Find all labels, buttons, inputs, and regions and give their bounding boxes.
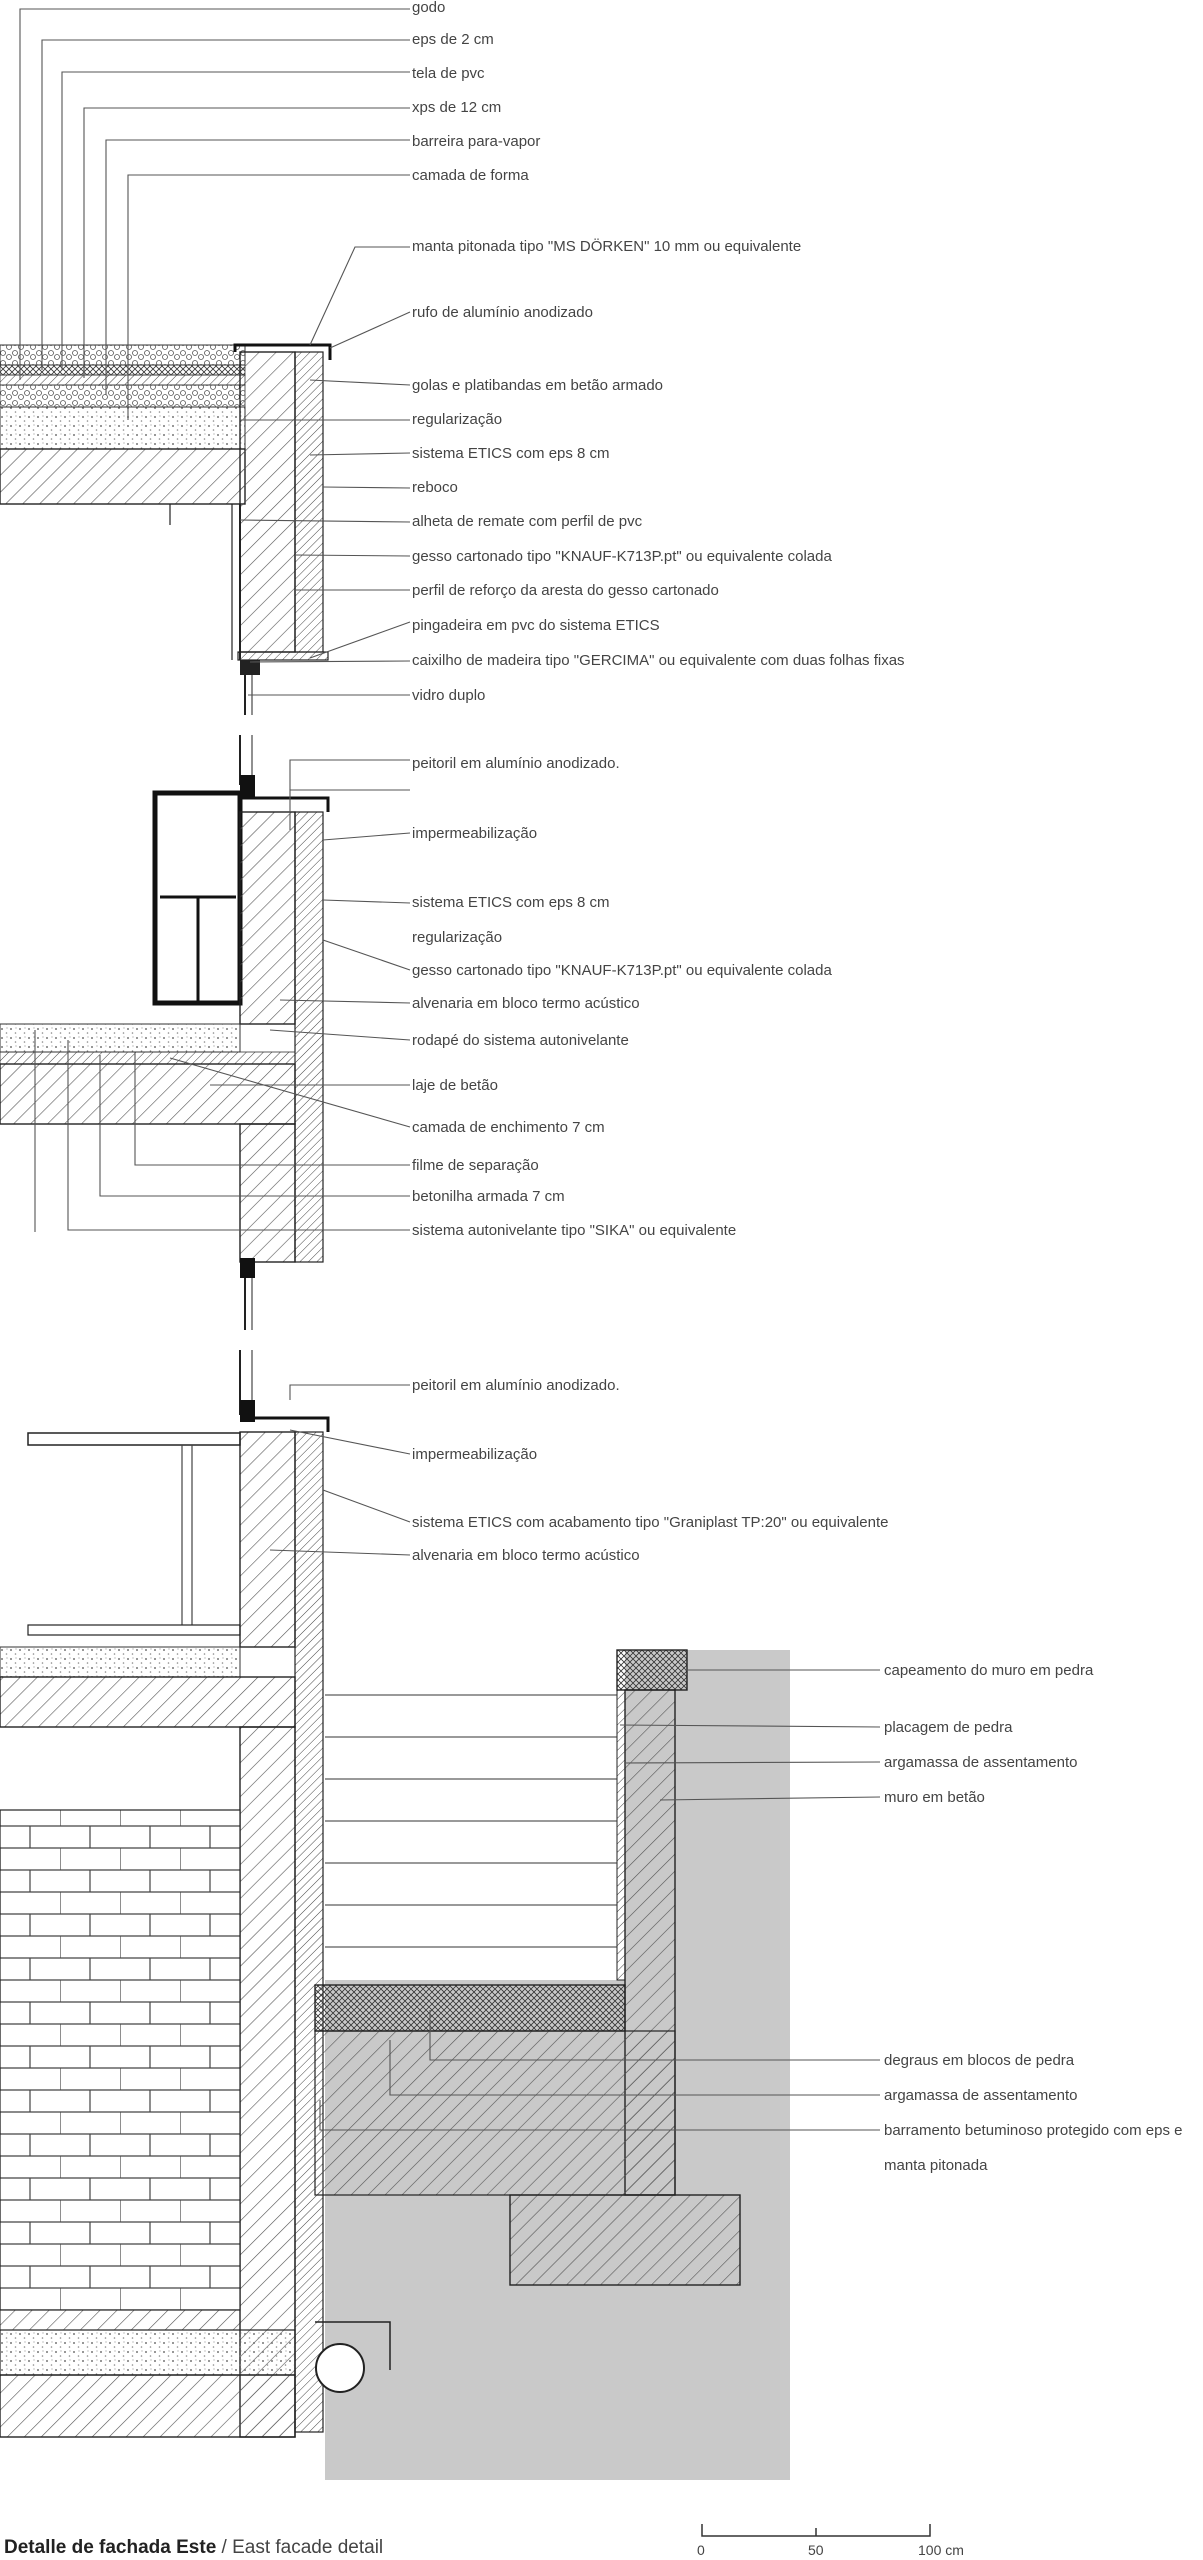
eps-layer xyxy=(0,375,245,385)
label-regularizacao: regularização xyxy=(412,411,503,428)
svg-text:Detalle de fachada Este / East xyxy=(4,2537,383,2558)
label-betonilha: betonilha armada 7 cm xyxy=(412,1188,565,1205)
concrete-slab xyxy=(0,1064,295,1124)
label-placagem: placagem de pedra xyxy=(884,1719,1013,1736)
title-bold: Detalle de fachada Este xyxy=(4,2537,217,2558)
screed-layer xyxy=(0,407,245,449)
label-peitoril-2: peitoril em alumínio anodizado. xyxy=(412,1377,620,1394)
ground-slab xyxy=(0,1677,295,1727)
masonry-block-wall xyxy=(240,812,295,1024)
label-vidro-duplo: vidro duplo xyxy=(412,687,486,704)
label-argamassa-2: argamassa de assentamento xyxy=(884,2087,1078,2104)
ground-masonry-wall xyxy=(240,1432,295,1647)
xps-layer xyxy=(0,365,245,375)
labels-lower xyxy=(412,1377,888,1564)
block-wall xyxy=(0,1810,240,2310)
self-levelling-screed xyxy=(0,1024,240,1052)
label-muro-betao: muro em betão xyxy=(884,1789,985,1806)
label-gesso-cartonado: gesso cartonado tipo "KNAUF-K713P.pt" ou equivalente colada xyxy=(412,548,832,565)
label-etics-8cm: sistema ETICS com eps 8 cm xyxy=(412,445,610,462)
scale-tick-100: 100 cm xyxy=(918,2542,964,2558)
mortar-bed xyxy=(315,2031,675,2195)
label-etics-graniplast: sistema ETICS com acabamento tipo "Graniplast TP:20" ou equivalente xyxy=(412,1514,889,1531)
label-etics-8cm-2: sistema ETICS com eps 8 cm xyxy=(412,894,610,911)
label-manta-pitonada: manta pitonada tipo "MS DÖRKEN" 10 mm ou equivalente xyxy=(412,238,802,255)
label-godo: godo xyxy=(412,0,446,16)
label-laje: laje de betão xyxy=(412,1077,498,1094)
labels-steps xyxy=(884,2052,1183,2174)
label-impermeabilizacao: impermeabilização xyxy=(412,825,538,842)
etics-insulation-2 xyxy=(295,812,323,1262)
label-peitoril: peitoril em alumínio anodizado. xyxy=(412,755,620,772)
drawing-title xyxy=(4,2537,383,2558)
scale-bar xyxy=(697,2524,964,2558)
scale-tick-50: 50 xyxy=(808,2542,824,2558)
masonry-wall-lower xyxy=(240,1124,295,1262)
label-regularizacao-2: regularização xyxy=(412,929,503,946)
label-perfil-reforco: perfil de reforço da aresta do gesso cartonado xyxy=(412,582,719,599)
label-alvenaria: alvenaria em bloco termo acústico xyxy=(412,995,640,1012)
label-barreira: barreira para-vapor xyxy=(412,133,541,150)
label-eps-2cm: eps de 2 cm xyxy=(412,31,494,48)
stone-steps xyxy=(315,1985,625,2031)
scale-tick-0: 0 xyxy=(697,2542,705,2558)
roof-fill-layer xyxy=(0,385,245,407)
ground-screed xyxy=(0,1647,240,1677)
labels-top xyxy=(412,0,905,704)
etics-graniplast xyxy=(295,1432,323,2432)
footing xyxy=(0,2375,295,2437)
label-caixilho: caixilho de madeira tipo "GERCIMA" ou equivalente com duas folhas fixas xyxy=(412,652,905,669)
roof-slab xyxy=(0,449,245,504)
labels-middle xyxy=(412,755,832,1239)
stone-coping xyxy=(617,1650,687,1690)
label-alheta: alheta de remate com perfil de pvc xyxy=(412,513,643,530)
floor-section xyxy=(0,735,328,1330)
label-alvenaria-2: alvenaria em bloco termo acústico xyxy=(412,1547,640,1564)
aluminium-sill xyxy=(240,798,328,812)
parapet-wall xyxy=(240,352,295,652)
etics-insulation xyxy=(295,352,323,652)
label-golas: golas e platibandas em betão armado xyxy=(412,377,664,394)
gravel-layer xyxy=(0,345,245,365)
label-rufo: rufo de alumínio anodizado xyxy=(412,304,593,321)
label-argamassa: argamassa de assentamento xyxy=(884,1754,1078,1771)
window-frame-head-2 xyxy=(240,1258,255,1278)
label-capeamento: capeamento do muro em pedra xyxy=(884,1662,1094,1679)
drain-pipe xyxy=(316,2344,364,2392)
label-camada-forma: camada de forma xyxy=(412,167,529,184)
label-pingadeira: pingadeira em pvc do sistema ETICS xyxy=(412,617,660,634)
labels-wall xyxy=(884,1662,1094,1806)
roof-section xyxy=(0,345,330,715)
title-regular: / East facade detail xyxy=(216,2537,384,2558)
label-autonivelante: sistema autonivelante tipo "SIKA" ou equivalente xyxy=(412,1222,737,1239)
label-xps: xps de 12 cm xyxy=(412,99,502,116)
label-filme: filme de separação xyxy=(412,1157,539,1174)
canopy-beam xyxy=(28,1433,240,1445)
label-degraus: degraus em blocos de pedra xyxy=(884,2052,1075,2069)
label-reboco: reboco xyxy=(412,479,458,496)
reinforced-screed xyxy=(0,1052,295,1064)
label-tela-pvc: tela de pvc xyxy=(412,65,485,82)
label-gesso-cartonado-2: gesso cartonado tipo "KNAUF-K713P.pt" ou equivalente colada xyxy=(412,962,832,979)
wall-footing xyxy=(510,2195,740,2285)
label-rodape: rodapé do sistema autonivelante xyxy=(412,1032,629,1049)
gravel-bed xyxy=(0,2330,295,2375)
label-barramento: barramento betuminoso protegido com eps e xyxy=(884,2122,1183,2139)
label-camada-enchimento: camada de enchimento 7 cm xyxy=(412,1119,605,1136)
label-impermeabilizacao-2: impermeabilização xyxy=(412,1446,538,1463)
label-manta-pitonada-2: manta pitonada xyxy=(884,2157,988,2174)
